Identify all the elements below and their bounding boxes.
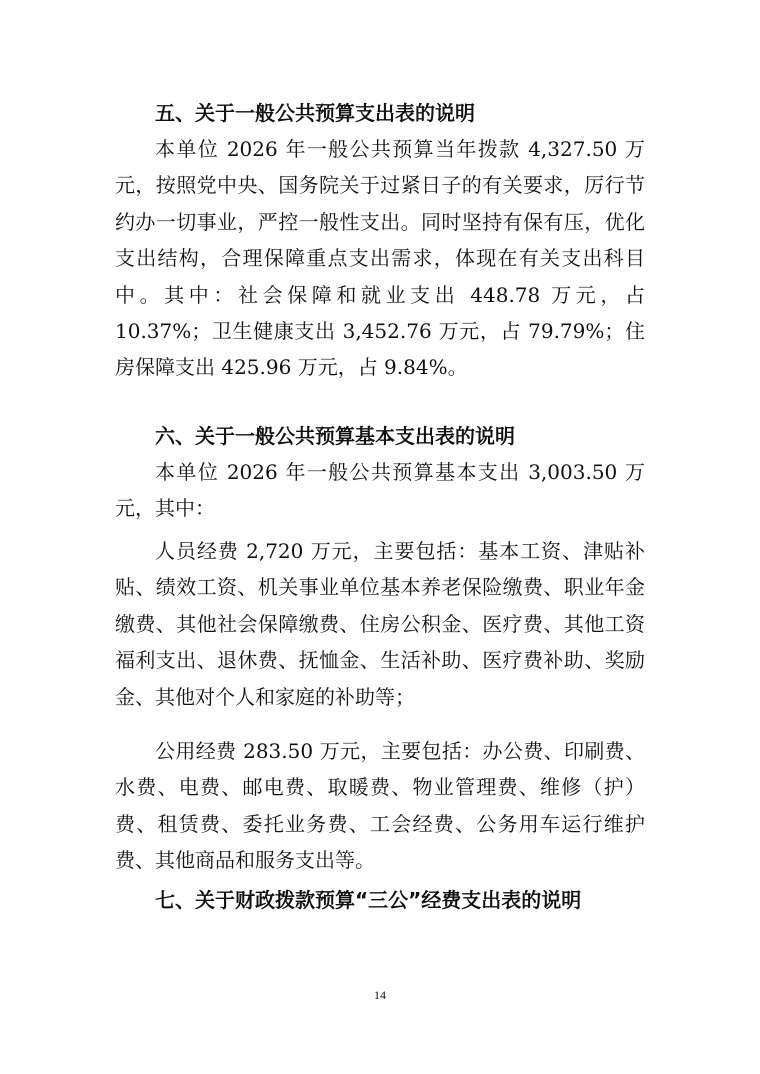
page-number: 14 bbox=[374, 988, 386, 1002]
section-6-intro-paragraph: 本单位 2026 年一般公共预算基本支出 3,003.50 万元，其中： bbox=[115, 460, 645, 521]
section-7-heading: 七、关于财政拨款预算“三公”经费支出表的说明 bbox=[155, 888, 582, 912]
section-5-heading: 五、关于一般公共预算支出表的说明 bbox=[155, 101, 475, 125]
section-6-personnel-paragraph: 人员经费 2,720 万元，主要包括：基本工资、津贴补贴、绩效工资、机关事业单位基本养老保险缴费、职业年金缴费、其他社会保障缴费、住房公积金、医疗费、其他工资福利支出、退休费、抚恤金、生活补助、医疗费补助、奖励金、其他对个人和家庭的补助等； bbox=[115, 539, 645, 709]
section-5-paragraph: 本单位 2026 年一般公共预算当年拨款 4,327.50 万元，按照党中央、国务院关于过紧日子的有关要求，厉行节约办一切事业，严控一般性支出。同时坚持有保有压，优化支出结构，合理保障重点支出需求，体现在有关支出科目中。其中：社会保障和就业支出 448.78 万元，占 10.37%；卫生健康支出 3,452.76 万元，占 79.79%；住房保障支出 425.96 万元，占 9.84%。 bbox=[115, 137, 645, 380]
section-6-public-paragraph: 公用经费 283.50 万元，主要包括：办公费、印刷费、水费、电费、邮电费、取暖费、物业管理费、维修（护）费、租赁费、委托业务费、工会经费、公务用车运行维护费、其他商品和服务支出等。 bbox=[115, 739, 645, 873]
section-6-heading: 六、关于一般公共预算基本支出表的说明 bbox=[155, 424, 515, 448]
